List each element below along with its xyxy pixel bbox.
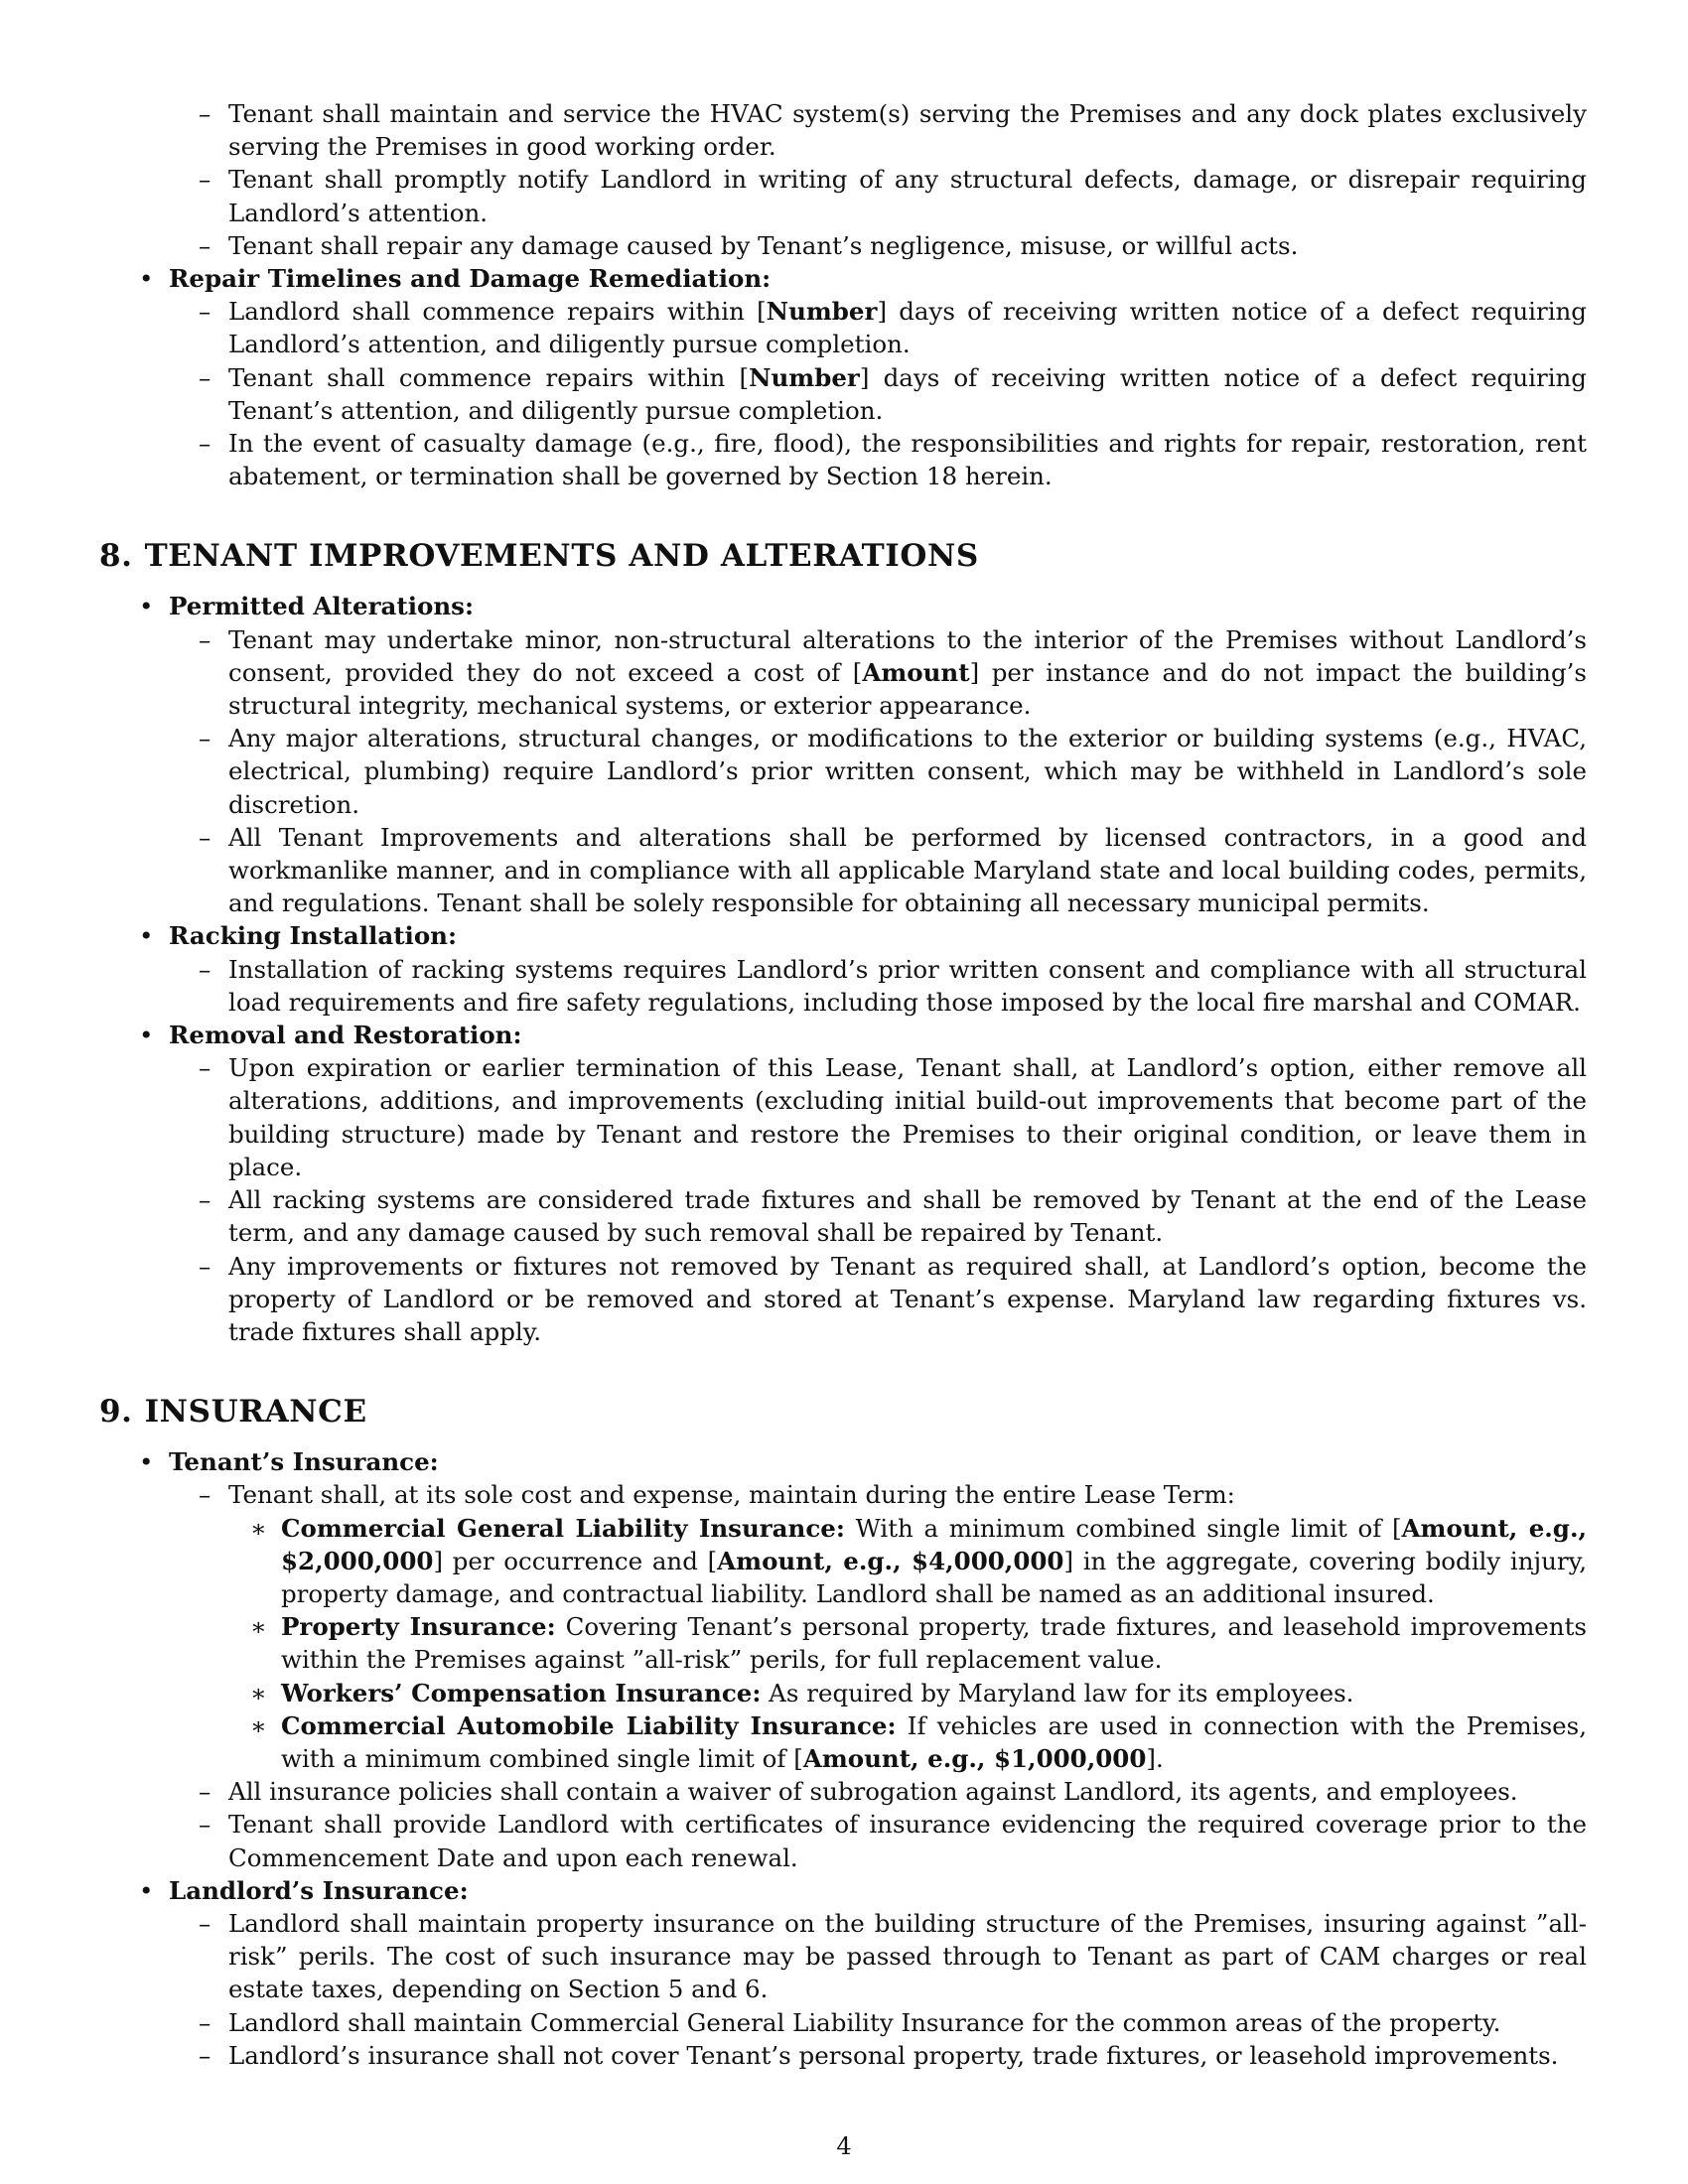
subsection-heading-racking-installation: • Racking Installation: [99,919,1587,952]
list-item: – Tenant shall, at its sole cost and expense, maintain during the entire Lease Term: [99,1478,1587,1511]
page-number: 4 [836,2132,852,2160]
section-title-insurance: 9. INSURANCE [99,1394,367,1431]
sub-list-item: ∗ Commercial General Liability Insurance: With a minimum combined single limit of [Amount, e.g., $2,000,000] per occurrence and [Amount, e.g., $4,000,000] in the aggregate, covering bodily injury, property damage, and contractual liability. Landlord shall be named as an additional insured. [99,1512,1587,1611]
list-item: – Landlord’s insurance shall not cover Tenant’s personal property, trade fixtures, or leasehold improvements. [99,2039,1587,2072]
list-item: – Landlord shall commence repairs within [Number] days of receiving written notice of a defect requiring Landlord’s attention, and diligently pursue completion. [99,295,1587,360]
subsection-heading-repair-timelines: • Repair Timelines and Damage Remediation: [99,262,1587,295]
sub-list-item: ∗ Commercial Automobile Liability Insurance: If vehicles are used in connection with the Premises, with a minimum combined single limit of [Amount, e.g., $1,000,000]. [99,1709,1587,1775]
subsection-heading-permitted-alterations: • Permitted Alterations: [99,590,1587,622]
list-item: – Tenant shall repair any damage caused by Tenant’s negligence, misuse, or willful acts. [99,229,1587,262]
list-item: – Landlord shall maintain property insurance on the building structure of the Premises, insuring against ”all-risk” perils. The cost of such insurance may be passed through to Tenant as part of CAM charges or real estate taxes, depending on Section 5 and 6. [99,1907,1587,2006]
list-item: – Tenant shall maintain and service the HVAC system(s) serving the Premises and any dock plates exclusively serving the Premises in good working order. [99,97,1587,163]
subsection-heading-tenants-insurance: • Tenant’s Insurance: [99,1445,1587,1478]
list-item: – All insurance policies shall contain a waiver of subrogation against Landlord, its agents, and employees. [99,1775,1587,1808]
list-item: – Tenant shall provide Landlord with certificates of insurance evidencing the required coverage prior to the Commencement Date and upon each renewal. [99,1808,1587,1873]
document-page [99,97,1587,2072]
list-item: – Tenant shall commence repairs within [Number] days of receiving written notice of a defect requiring Tenant’s attention, and diligently pursue completion. [99,361,1587,427]
list-item: – Tenant shall promptly notify Landlord in writing of any structural defects, damage, or disrepair requiring Landlord’s attention. [99,163,1587,228]
list-item: – In the event of casualty damage (e.g., fire, flood), the responsibilities and rights for repair, restoration, rent abatement, or termination shall be governed by Section 18 herein. [99,427,1587,492]
list-item: – Landlord shall maintain Commercial General Liability Insurance for the common areas of the property. [99,2006,1587,2039]
list-item: – All racking systems are considered trade fixtures and shall be removed by Tenant at the end of the Lease term, and any damage caused by such removal shall be repaired by Tenant. [99,1183,1587,1249]
subsection-heading-removal-restoration: • Removal and Restoration: [99,1019,1587,1051]
list-item: – Any improvements or fixtures not removed by Tenant as required shall, at Landlord’s option, become the property of Landlord or be removed and stored at Tenant’s expense. Maryland law regarding fixtures vs. trade fixtures shall apply. [99,1250,1587,1349]
subsection-heading-landlords-insurance: • Landlord’s Insurance: [99,1874,1587,1907]
list-item: – Installation of racking systems requires Landlord’s prior written consent and compliance with all structural load requirements and fire safety regulations, including those imposed by the local fire marshal and COMAR. [99,953,1587,1019]
list-item: – Any major alterations, structural changes, or modifications to the exterior or building systems (e.g., HVAC, electrical, plumbing) require Landlord’s prior written consent, which may be withheld in Landlord’s sole discretion. [99,722,1587,821]
section-title-tenant-improvements: 8. TENANT IMPROVEMENTS AND ALTERATIONS [99,538,979,575]
list-item: – Upon expiration or earlier termination of this Lease, Tenant shall, at Landlord’s option, either remove all alterations, additions, and improvements (excluding initial build-out improvements that become part of the building structure) made by Tenant and restore the Premises to their original condition, or leave them in place. [99,1051,1587,1183]
list-item: – Tenant may undertake minor, non-structural alterations to the interior of the Premises without Landlord’s consent, provided they do not exceed a cost of [Amount] per instance and do not impact the building’s structural integrity, mechanical systems, or exterior appearance. [99,623,1587,723]
sub-list-item: ∗ Workers’ Compensation Insurance: As required by Maryland law for its employees. [99,1677,1587,1709]
sub-list-item: ∗ Property Insurance: Covering Tenant’s personal property, trade fixtures, and leasehold improvements within the Premises against ”all-risk” perils, for full replacement value. [99,1610,1587,1676]
list-item: – All Tenant Improvements and alterations shall be performed by licensed contractors, in a good and workmanlike manner, and in compliance with all applicable Maryland state and local building codes, permits, and regulations. Tenant shall be solely responsible for obtaining all necessary municipal permits. [99,821,1587,920]
